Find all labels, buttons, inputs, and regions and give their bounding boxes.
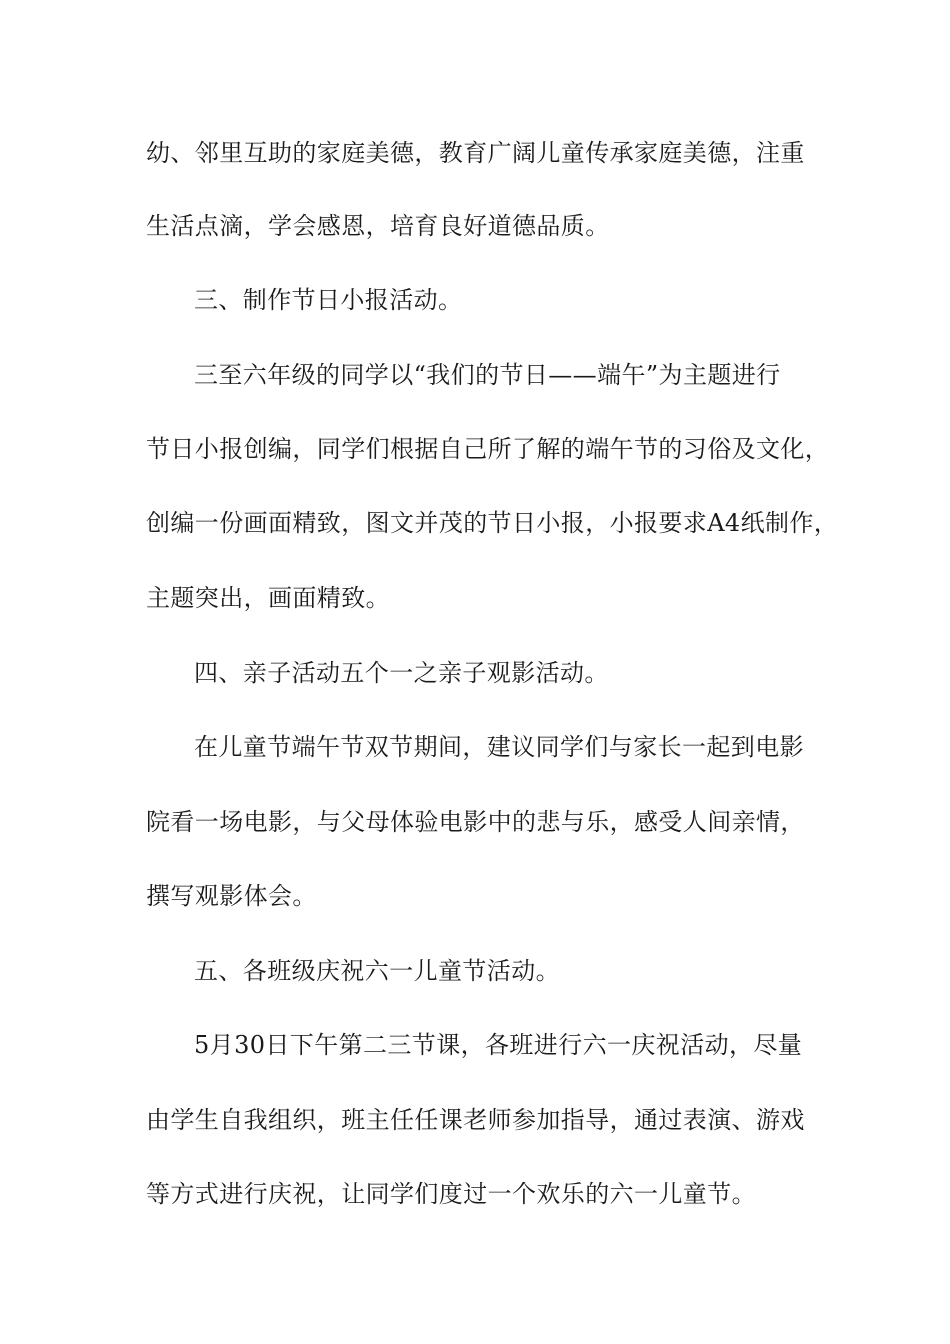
- section-heading: 三、制作节日小报活动。: [194, 286, 463, 314]
- paragraph-line: 在儿童节端午节双节期间，建议同学们与家长一起到电影: [194, 733, 804, 761]
- paragraph-line: 等方式进行庆祝，让同学们度过一个欢乐的六一儿童节。: [146, 1180, 756, 1208]
- paragraph-line: 主题突出，画面精致。: [146, 584, 390, 612]
- section-heading: 四、亲子活动五个一之亲子观影活动。: [194, 659, 609, 687]
- paragraph-line: 三至六年级的同学以“我们的节日——端午”为主题进行: [194, 361, 781, 389]
- paragraph-line: 生活点滴，学会感恩，培育良好道德品质。: [146, 212, 610, 240]
- paragraph-line: 撰写观影体会。: [146, 882, 317, 910]
- paragraph-line: 由学生自我组织，班主任任课老师参加指导，通过表演、游戏: [146, 1106, 805, 1134]
- paragraph-line: 5月30日下午第二三节课，各班进行六一庆祝活动，尽量: [194, 1031, 803, 1059]
- section-heading: 五、各班级庆祝六一儿童节活动。: [194, 957, 560, 985]
- paragraph-line: 幼、邻里互助的家庭美德，教育广阔儿童传承家庭美德，注重: [146, 139, 805, 167]
- paragraph-line: 节日小报创编，同学们根据自己所了解的端午节的习俗及文化，: [146, 435, 830, 463]
- paragraph-line: 院看一场电影，与父母体验电影中的悲与乐，感受人间亲情，: [146, 808, 805, 836]
- paragraph-line: 创编一份画面精致，图文并茂的节日小报，小报要求A4纸制作，: [146, 509, 839, 537]
